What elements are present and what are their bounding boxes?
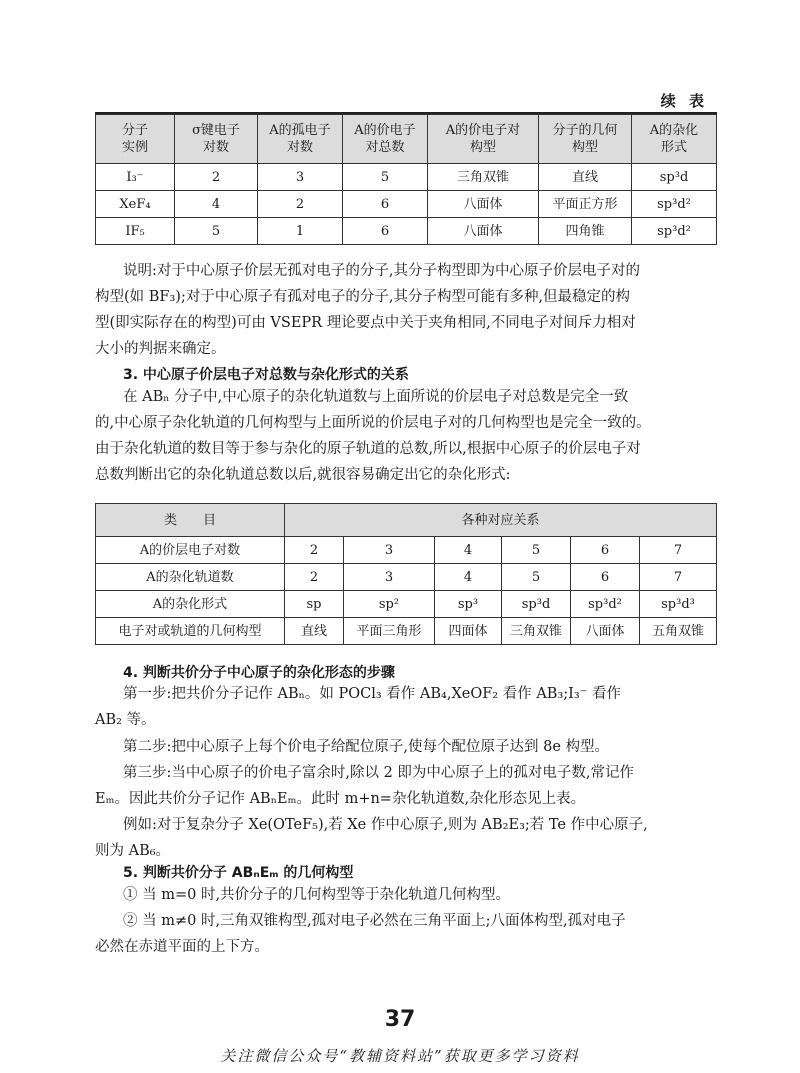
- table-cell: 直线: [539, 164, 632, 191]
- table-cell: 5: [175, 218, 258, 245]
- table-row: [96, 218, 717, 245]
- table-cell: 八面体: [428, 218, 539, 245]
- header-cell: A的孤电子 对数: [258, 115, 343, 164]
- table-cell: sp³: [435, 591, 502, 618]
- table-cell: 平面正方形: [539, 191, 632, 218]
- table-cell: sp³d: [502, 591, 571, 618]
- table-cell: 三角双锥: [502, 618, 571, 645]
- table-cell: 电子对或轨道的几何构型: [96, 618, 285, 645]
- table-cell: 5: [502, 564, 571, 591]
- step-2-paragraph: 第二步:把中心原子上每个价电子给配位原子,使每个配位原子达到 8e 构型。: [123, 739, 610, 755]
- table-cell: A的价层电子对数: [96, 537, 285, 564]
- table-cell: 平面三角形: [344, 618, 435, 645]
- table-cell: sp³d: [632, 164, 717, 191]
- table-row: [96, 191, 717, 218]
- note-paragraph: 说明:对于中心原子价层无孤对电子的分子,其分子构型即为中心原子价层电子对的 构型(如 BF₃);对于中心原子有孤对电子的分子,其分子构型可能有多种,但最稳定的构 型(即实际存在的构型)可由 VSEPR 理论要点中关于夹角相同,不同电子对间斥力相对 大小的判据来确定。: [95, 263, 640, 357]
- section-5-title: 5. 判断共价分子 ABₙEₘ 的几何构型: [123, 865, 354, 881]
- table-cell: 6: [571, 537, 640, 564]
- table-cell: 2: [175, 164, 258, 191]
- table-vsepr-examples: [95, 114, 717, 245]
- header-cell: 分子 实例: [96, 115, 175, 164]
- step-1-paragraph: 第一步:把共价分子记作 ABₙ。如 POCl₃ 看作 AB₄,XeOF₂ 看作 AB₃;I₃⁻ 看作 AB₂ 等。: [95, 686, 621, 728]
- table-cell: 4: [175, 191, 258, 218]
- rule-1-paragraph: ① 当 m=0 时,共价分子的几何构型等于杂化轨道几何构型。: [123, 887, 511, 903]
- header-cell: 分子的几何 构型: [539, 115, 632, 164]
- table-cell: 五角双锥: [640, 618, 717, 645]
- table-cell: 直线: [285, 618, 344, 645]
- table-cell: 6: [343, 191, 428, 218]
- table-header-row: [96, 504, 717, 537]
- table-cell: 三角双锥: [428, 164, 539, 191]
- table-cell: sp²: [344, 591, 435, 618]
- table-cell: sp³d²: [571, 591, 640, 618]
- table-cell: 四面体: [435, 618, 502, 645]
- table-cell: 3: [258, 164, 343, 191]
- header-cell: A的杂化 形式: [632, 115, 717, 164]
- table-cell: 6: [571, 564, 640, 591]
- table-cell: A的杂化形式: [96, 591, 285, 618]
- table-top-rule: [95, 112, 717, 114]
- table-row: [96, 618, 717, 645]
- table-cell: XeF₄: [96, 191, 175, 218]
- table-cell: 八面体: [571, 618, 640, 645]
- table-row: [96, 537, 717, 564]
- header-cell: A的价电子对 构型: [428, 115, 539, 164]
- table-cell: 4: [435, 564, 502, 591]
- table-cell: 7: [640, 564, 717, 591]
- table-cell: 2: [258, 191, 343, 218]
- header-cell: 各种对应关系: [285, 504, 717, 537]
- example-paragraph: 例如:对于复杂分子 Xe(OTeF₅),若 Xe 作中心原子,则为 AB₂E₃;若 Te 作中心原子, 则为 AB₆。: [95, 817, 648, 859]
- page-number: 37: [384, 1007, 416, 1032]
- table-cell: 6: [343, 218, 428, 245]
- table-cell: sp³d²: [632, 218, 717, 245]
- table-cell: sp³d³: [640, 591, 717, 618]
- table-cell: sp³d²: [632, 191, 717, 218]
- section-3-title: 3. 中心原子价层电子对总数与杂化形式的关系: [123, 367, 409, 383]
- table-cell: I₃⁻: [96, 164, 175, 191]
- table-cell: IF₅: [96, 218, 175, 245]
- table-row: [96, 164, 717, 191]
- table-cell: 2: [285, 564, 344, 591]
- step-3-paragraph: 第三步:当中心原子的价电子富余时,除以 2 即为中心原子上的孤对电子数,常记作 Eₘ。因此共价分子记作 ABₙEₘ。此时 m+n=杂化轨道数,杂化形态见上表。: [95, 765, 635, 807]
- table-cell: A的杂化轨道数: [96, 564, 285, 591]
- table-cell: 4: [435, 537, 502, 564]
- table-cell: 5: [343, 164, 428, 191]
- table-cell: 八面体: [428, 191, 539, 218]
- table-row: [96, 564, 717, 591]
- header-cell: 类 目: [96, 504, 285, 537]
- table-cell: 7: [640, 537, 717, 564]
- table-cell: 2: [285, 537, 344, 564]
- table-header-row: [96, 115, 717, 164]
- rule-2-paragraph: ② 当 m≠0 时,三角双锥构型,孤对电子必然在三角平面上;八面体构型,孤对电子 必然在赤道平面的上下方。: [95, 913, 626, 955]
- header-cell: A的价电子 对总数: [343, 115, 428, 164]
- table-cell: 3: [344, 564, 435, 591]
- header-cell: σ键电子 对数: [175, 115, 258, 164]
- table-row: [96, 591, 717, 618]
- section-3-paragraph: 在 ABₙ 分子中,中心原子的杂化轨道数与上面所说的价层电子对总数是完全一致 的,中心原子杂化轨道的几何构型与上面所说的价层电子对的几何构型也是完全一致的。 由于杂化轨道的数目等于参与杂化的原子轨道的总数,所以,根据中心原子的价层电子对 总数判断出它的杂化轨道总数以后,就很容易确定出它的杂化形式:: [95, 389, 651, 483]
- footer-note: 关注微信公众号“教辅资料站”获取更多学习资料: [220, 1047, 580, 1065]
- section-4-title: 4. 判断共价分子中心原子的杂化形态的步骤: [123, 665, 395, 681]
- table-cell: 1: [258, 218, 343, 245]
- table-cell: 四角锥: [539, 218, 632, 245]
- table-hybridization: [95, 503, 717, 645]
- table-cell: 3: [344, 537, 435, 564]
- continued-label: 续 表: [660, 92, 708, 110]
- table-cell: sp: [285, 591, 344, 618]
- table-cell: 5: [502, 537, 571, 564]
